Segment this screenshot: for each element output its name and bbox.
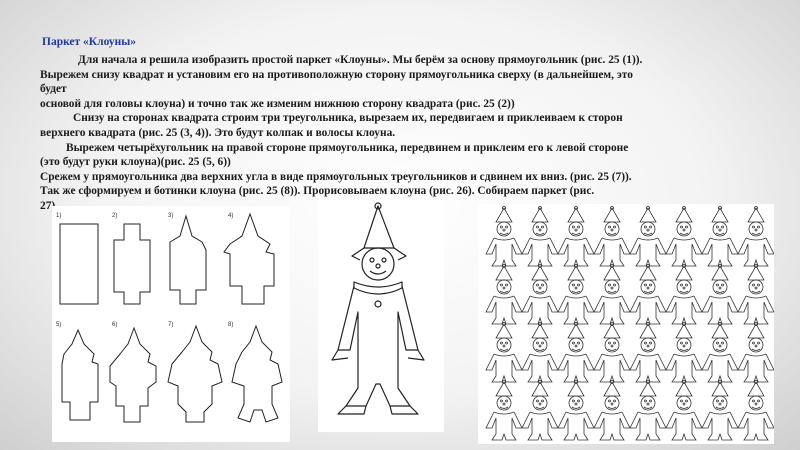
step-4-shape xyxy=(224,214,274,304)
step-7-shape xyxy=(168,326,222,422)
step-label: 4) xyxy=(228,213,234,219)
step-8-shape xyxy=(232,326,282,422)
clown-eye xyxy=(370,258,374,262)
slide-title: Паркет «Клоуны» xyxy=(42,36,137,48)
text-line: (это будут руки клоуна)(рис. 25 (5, 6)) xyxy=(40,156,231,169)
step-label: 8) xyxy=(228,322,234,328)
step-label: 7) xyxy=(168,322,174,328)
clown-button xyxy=(375,301,381,307)
clown-shoes xyxy=(338,406,418,414)
step-3-shape xyxy=(170,216,206,304)
text-line: 27). xyxy=(40,199,59,212)
clown-mouth xyxy=(370,271,386,274)
clown-nose xyxy=(376,264,380,268)
clown-body xyxy=(338,286,418,406)
step-label: 2) xyxy=(112,213,118,219)
text-line: Так же сформируем и ботинки клоуна (рис. 25 (8)). Прорисовываем клоуна (рис. 26). Собираем паркет (рис. xyxy=(40,185,595,198)
clown-figure xyxy=(318,200,444,432)
step-5-shape xyxy=(62,330,98,420)
construction-steps-figure xyxy=(52,206,290,442)
clown-parquet-figure xyxy=(478,204,774,444)
clown-collar xyxy=(354,282,402,294)
text-line: верхнего квадрата (рис. 25 (3, 4)). Это будут колпак и волосы клоуна. xyxy=(40,126,396,139)
step-6-shape xyxy=(110,328,156,422)
clown-hat xyxy=(364,206,394,248)
slide-body xyxy=(40,53,760,214)
clown-eye xyxy=(382,258,386,262)
text-line: Вырежем снизу квадрат и установим его на противоположную сторону прямоугольника сверху (в дальнейшем, это xyxy=(40,68,633,81)
text-line: будет xyxy=(40,83,67,96)
step-label: 5) xyxy=(56,322,62,328)
text-line: Для начала я решила изобразить простой паркет «Клоуны». Мы берём за основу прямоугольник (рис. 25 (1)). xyxy=(78,54,643,66)
step-label: 3) xyxy=(168,213,174,219)
text-line: Срежем у прямоугольника два верхних угла в виде прямоугольных треугольников и сдвинем их вниз. (рис. 25 (7)). xyxy=(40,170,632,183)
step-label: 1) xyxy=(56,213,62,219)
step-2-shape xyxy=(114,224,150,304)
clown-hair xyxy=(352,248,406,260)
parquet-tiles xyxy=(486,207,774,441)
text-line: Снизу на сторонах квадрата строим три треугольника, вырезаем их, передвигаем и приклеиваем к сторон xyxy=(73,112,623,125)
step-1-shape xyxy=(60,224,98,304)
text-line: основой для головы клоуна) и точно так же изменим нижнюю сторону квадрата (рис. 25 (2)) xyxy=(40,97,515,110)
text-line: Вырежем четырёхугольник на правой стороне прямоугольника, передвинем и приклеим его к левой стороне xyxy=(66,141,629,154)
step-label: 6) xyxy=(112,322,118,328)
clown-hands xyxy=(332,350,424,360)
